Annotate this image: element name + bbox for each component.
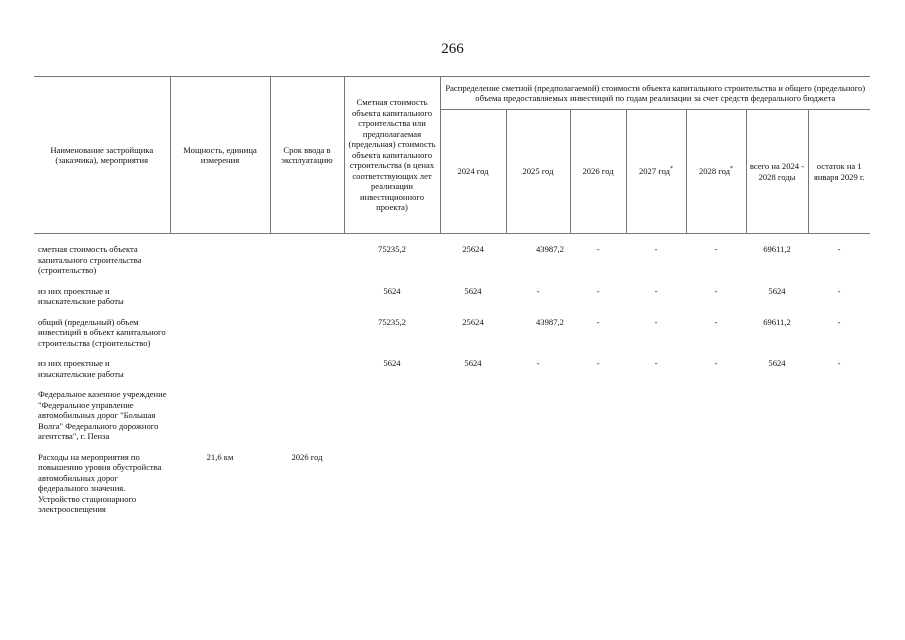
table-row	[34, 389, 870, 442]
row-2024	[440, 389, 506, 442]
header-year-2025: 2025 год	[506, 110, 570, 234]
row-cost: 5624	[383, 285, 401, 296]
row-2025	[506, 452, 570, 515]
header-year-2026: 2026 год	[570, 110, 626, 234]
header-remainder: остаток на 1 января 2029 г.	[808, 110, 870, 234]
row-rest	[808, 389, 870, 442]
table-row	[34, 452, 870, 515]
row-2024: 5624	[464, 358, 482, 368]
row-name: из них проектные и изыскательские работы	[38, 285, 124, 306]
row-2024: 25624	[462, 244, 484, 254]
row-2028: -	[714, 316, 718, 327]
row-2024: 25624	[462, 316, 484, 327]
row-total	[746, 452, 808, 515]
row-cost: 75235,2	[378, 316, 406, 327]
row-name: сметная стоимость объекта капитального строительства (строительство)	[38, 244, 142, 275]
row-cost: 75235,2	[378, 244, 406, 254]
row-2025: 43987,2	[536, 244, 564, 254]
row-2027: -	[654, 358, 658, 368]
row-name: Расходы на мероприятия по повышению уровня обустройства автомобильных дорог федерального значения. Устройство стационарного электроосвещения	[38, 451, 162, 514]
row-name: из них проектные и изыскательские работы	[38, 358, 124, 379]
row-name: общий (предельный) объем инвестиций в объект капитального строительства (строительство)	[38, 316, 166, 348]
row-capacity	[170, 286, 270, 307]
row-2026: -	[596, 358, 600, 368]
row-term	[270, 286, 344, 307]
row-term	[270, 389, 344, 442]
row-total: 69611,2	[763, 244, 791, 254]
row-2024: 5624	[464, 285, 482, 296]
table-row	[34, 286, 870, 307]
row-term	[270, 317, 344, 349]
row-total: 5624	[768, 358, 786, 368]
header-year-2027-label: 2027 год	[638, 166, 671, 177]
header-commissioning: Срок ввода в эксплуатацию	[270, 77, 344, 234]
row-rest: -	[837, 316, 841, 327]
row-term	[270, 244, 344, 276]
row-cost	[344, 452, 440, 515]
row-2027: -	[654, 316, 658, 327]
row-rest: -	[837, 285, 841, 296]
page-number: 266	[441, 41, 464, 57]
row-cost: 5624	[383, 358, 401, 368]
row-2025	[506, 389, 570, 442]
header-capacity: Мощность, единица измерения	[170, 77, 270, 234]
row-2025: -	[536, 285, 540, 296]
table-body	[34, 234, 870, 515]
row-term	[270, 358, 344, 379]
row-name: Федеральное казенное учреждение "Федеральное управление автомобильных дорог "Большая Волга" Федерального дорожного агентства", г. Пенза	[38, 389, 167, 441]
header-name: Наименование застройщика (заказчика), мероприятия	[34, 77, 170, 234]
investment-table	[34, 76, 870, 515]
row-capacity	[170, 358, 270, 379]
header-distribution: Распределение сметной (предполагаемой) стоимости объекта капитального строительства и общего (предельного) объема предоставляемых инвестиций по годам реализации за счет средств федерального бюджета	[440, 77, 870, 110]
footnote-mark: *	[730, 166, 734, 173]
row-total: 69611,2	[763, 316, 791, 327]
table-row	[34, 317, 870, 349]
table-row	[34, 244, 870, 276]
row-capacity	[170, 389, 270, 442]
row-2025: 43987,2	[536, 316, 564, 327]
row-2027: -	[654, 244, 658, 254]
row-capacity	[170, 317, 270, 349]
row-2027	[626, 389, 686, 442]
row-2026: -	[596, 316, 600, 327]
row-rest	[808, 452, 870, 515]
row-2025: -	[536, 358, 540, 368]
row-total: 5624	[768, 285, 786, 296]
row-2028	[686, 452, 746, 515]
row-capacity: 21,6 км	[206, 451, 234, 462]
row-2028: -	[714, 358, 718, 368]
table-row	[34, 358, 870, 379]
row-rest: -	[837, 244, 841, 254]
row-2026: -	[596, 244, 600, 254]
row-2026	[570, 389, 626, 442]
table-header	[34, 77, 870, 234]
row-capacity	[170, 244, 270, 276]
row-2028: -	[714, 285, 718, 296]
row-2024	[440, 452, 506, 515]
header-year-2028-label: 2028 год	[698, 166, 731, 177]
row-2026	[570, 452, 626, 515]
header-total: всего на 2024 - 2028 годы	[746, 110, 808, 234]
footnote-mark: *	[670, 166, 674, 173]
header-estimated-cost: Сметная стоимость объекта капитального строительства или предполагаемая (предельная) стоимость объекта капитального строительства (в ценах соответствующих лет реализации инвестиционного проекта)	[344, 77, 440, 234]
header-year-2027	[626, 110, 686, 234]
row-2027: -	[654, 285, 658, 296]
row-total	[746, 389, 808, 442]
row-2027	[626, 452, 686, 515]
row-rest: -	[837, 358, 841, 368]
row-2028	[686, 389, 746, 442]
row-2028: -	[714, 244, 718, 254]
header-year-2028	[686, 110, 746, 234]
header-year-2024: 2024 год	[440, 110, 506, 234]
row-2026: -	[596, 285, 600, 296]
row-cost	[344, 389, 440, 442]
row-term: 2026 год	[291, 451, 323, 462]
